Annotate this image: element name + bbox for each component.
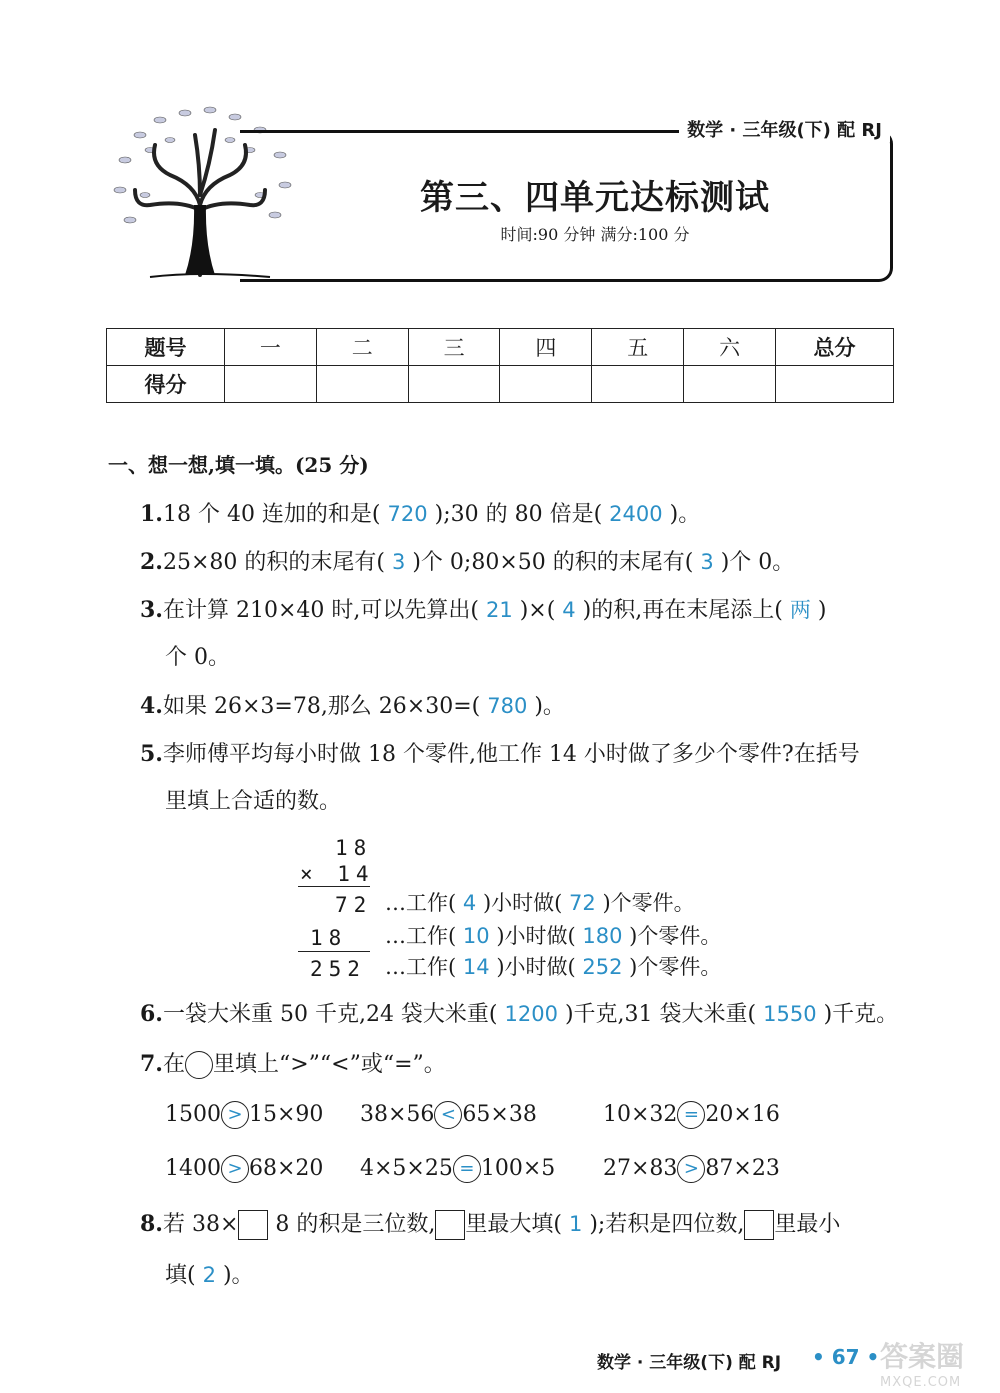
table-cell: 三 bbox=[408, 329, 500, 366]
question-text: ) bbox=[817, 598, 827, 623]
question-4 bbox=[140, 695, 565, 718]
question-number: 3. bbox=[140, 597, 163, 623]
question-number: 7. bbox=[140, 1051, 163, 1077]
answer: 14 bbox=[462, 955, 490, 979]
compare-left: 1500 bbox=[165, 1102, 221, 1127]
answer: 720 bbox=[387, 502, 428, 526]
question-text: )个 0;80×50 的积的末尾有( bbox=[412, 550, 694, 575]
question-3-line2: 个 0。 bbox=[165, 645, 230, 670]
compare-sign: > bbox=[221, 1155, 249, 1183]
answer: 180 bbox=[582, 924, 623, 948]
page-title: 第三、四单元达标测试 bbox=[420, 178, 770, 218]
question-1 bbox=[140, 503, 700, 526]
question-text: 李师傅平均每小时做 18 个零件,他工作 14 小时做了多少个零件?在括号 bbox=[162, 742, 860, 767]
answer: 3 bbox=[391, 550, 406, 574]
table-cell: 四 bbox=[500, 329, 592, 366]
question-text: )小时做( bbox=[482, 891, 563, 915]
answer: 两 bbox=[789, 598, 811, 622]
table-cell: 五 bbox=[592, 329, 684, 366]
compare-left: 1400 bbox=[165, 1156, 221, 1181]
answer: 21 bbox=[485, 598, 513, 622]
compare-item bbox=[165, 1101, 323, 1129]
question-number: 1. bbox=[140, 501, 163, 527]
question-number: 2. bbox=[140, 549, 163, 575]
score-cell[interactable] bbox=[225, 366, 317, 403]
score-cell[interactable] bbox=[776, 366, 894, 403]
answer: 252 bbox=[582, 955, 623, 979]
table-cell: 六 bbox=[684, 329, 776, 366]
section-heading: 一、想一想,填一填。(25 分) bbox=[108, 453, 369, 477]
question-3 bbox=[140, 599, 826, 622]
compare-left: 38×56 bbox=[360, 1102, 435, 1127]
question-number: 5. bbox=[140, 741, 163, 767]
compare-right: 68×20 bbox=[249, 1156, 324, 1181]
question-text: …工作( bbox=[385, 924, 457, 948]
question-text: 填( bbox=[165, 1263, 196, 1288]
question-text: )小时做( bbox=[496, 924, 576, 948]
table-cell: 一 bbox=[225, 329, 317, 366]
question-text: …工作( bbox=[385, 955, 457, 979]
question-text: 在 bbox=[162, 1052, 185, 1077]
page-number: • 67 • bbox=[812, 1345, 880, 1369]
compare-sign: < bbox=[434, 1101, 462, 1129]
question-6 bbox=[140, 1003, 898, 1026]
compare-right: 65×38 bbox=[462, 1102, 537, 1127]
score-cell[interactable] bbox=[500, 366, 592, 403]
compare-item bbox=[603, 1101, 780, 1129]
compare-sign: = bbox=[453, 1155, 481, 1183]
header-tag: 数学 · 三年级(下) 配 RJ bbox=[679, 116, 890, 142]
score-cell[interactable] bbox=[684, 366, 776, 403]
question-text: …工作( bbox=[385, 891, 457, 915]
question-text: )。 bbox=[222, 1263, 254, 1288]
answer: 4 bbox=[462, 891, 477, 915]
compare-item bbox=[603, 1155, 780, 1183]
calc-multiplier: × 14 bbox=[300, 862, 375, 886]
footer-text: 数学 · 三年级(下) 配 RJ bbox=[597, 1353, 782, 1373]
answer: 10 bbox=[462, 924, 490, 948]
page-number-value: 67 bbox=[831, 1345, 860, 1369]
question-8-line2 bbox=[165, 1265, 254, 1287]
question-text: )。 bbox=[534, 694, 565, 719]
question-text: )个零件。 bbox=[602, 891, 695, 915]
question-8 bbox=[140, 1210, 840, 1240]
score-table-header-row bbox=[107, 329, 894, 366]
page-subtitle: 时间:90 分钟 满分:100 分 bbox=[500, 225, 690, 244]
question-text: 里最大填( bbox=[465, 1212, 562, 1237]
answer: 4 bbox=[562, 598, 576, 622]
compare-left: 10×32 bbox=[603, 1102, 678, 1127]
calc-line bbox=[298, 951, 370, 952]
compare-item bbox=[360, 1155, 555, 1183]
watermark-text: 答案圈 bbox=[880, 1340, 965, 1373]
question-text: )。 bbox=[669, 502, 701, 527]
square-blank-icon bbox=[435, 1210, 465, 1240]
calc-line bbox=[298, 886, 370, 887]
compare-right: 100×5 bbox=[480, 1156, 556, 1181]
question-text: )小时做( bbox=[496, 955, 576, 979]
answer: 780 bbox=[487, 694, 528, 718]
answer: 1550 bbox=[763, 1002, 817, 1026]
calc-top: 18 bbox=[335, 836, 373, 860]
question-text: 一袋大米重 50 千克,24 袋大米重( bbox=[162, 1002, 498, 1027]
score-cell[interactable] bbox=[316, 366, 408, 403]
watermark-url: MXQE.COM bbox=[880, 1375, 962, 1390]
question-text: )的积,再在末尾添上( bbox=[582, 598, 783, 623]
question-text: 若 38× bbox=[162, 1212, 239, 1237]
question-5-line2: 里填上合适的数。 bbox=[165, 789, 342, 814]
calc-result: 252 bbox=[310, 957, 366, 981]
calc-row bbox=[385, 926, 721, 947]
question-text: 25×80 的积的末尾有( bbox=[162, 550, 385, 575]
compare-item bbox=[360, 1101, 537, 1129]
table-cell: 二 bbox=[316, 329, 408, 366]
compare-item bbox=[165, 1155, 323, 1183]
question-text: 如果 26×3=78,那么 26×30=( bbox=[162, 694, 481, 719]
compare-sign: = bbox=[677, 1101, 705, 1129]
calc-row bbox=[385, 893, 695, 914]
question-text: 在计算 210×40 时,可以先算出( bbox=[162, 598, 479, 623]
square-blank-icon bbox=[238, 1210, 268, 1240]
calc-partial-2: 18 bbox=[310, 926, 348, 950]
question-text: );若积是四位数, bbox=[589, 1212, 745, 1237]
question-text: 里填上“>”“<”或“=”。 bbox=[212, 1052, 446, 1077]
circle-blank-icon bbox=[185, 1051, 213, 1079]
question-text: )×( bbox=[519, 598, 556, 623]
question-text: )千克。 bbox=[823, 1002, 899, 1027]
compare-left: 4×5×25 bbox=[360, 1156, 453, 1181]
answer: 1 bbox=[568, 1212, 583, 1236]
answer: 1200 bbox=[504, 1002, 558, 1026]
answer: 3 bbox=[700, 550, 714, 574]
question-7 bbox=[140, 1051, 446, 1079]
score-cell[interactable] bbox=[592, 366, 684, 403]
table-cell: 总分 bbox=[776, 329, 894, 366]
question-5 bbox=[140, 743, 860, 766]
question-number: 6. bbox=[140, 1001, 163, 1027]
answer: 2 bbox=[202, 1263, 216, 1287]
calc-partial-1: 72 bbox=[335, 893, 373, 917]
question-number: 8. bbox=[140, 1211, 163, 1237]
table-cell: 得分 bbox=[107, 366, 225, 403]
compare-right: 15×90 bbox=[249, 1102, 324, 1127]
question-text: )个 0。 bbox=[720, 550, 795, 575]
answer: 2400 bbox=[609, 502, 663, 526]
compare-right: 20×16 bbox=[705, 1102, 780, 1127]
square-blank-icon bbox=[744, 1210, 774, 1240]
answer: 72 bbox=[569, 891, 596, 915]
calc-row bbox=[385, 957, 721, 978]
question-text: )个零件。 bbox=[629, 955, 722, 979]
compare-sign: > bbox=[677, 1155, 705, 1183]
question-text: 8 的积是三位数, bbox=[275, 1212, 436, 1237]
score-cell[interactable] bbox=[408, 366, 500, 403]
score-table-score-row bbox=[107, 366, 894, 403]
question-text: 里最小 bbox=[774, 1212, 841, 1237]
question-text: );30 的 80 倍是( bbox=[434, 502, 603, 527]
question-2 bbox=[140, 551, 794, 574]
compare-sign: > bbox=[221, 1101, 249, 1129]
question-text: )个零件。 bbox=[629, 924, 722, 948]
compare-right: 87×23 bbox=[705, 1156, 780, 1181]
question-number: 4. bbox=[140, 693, 163, 719]
question-text: )千克,31 袋大米重( bbox=[564, 1002, 757, 1027]
compare-left: 27×83 bbox=[603, 1156, 678, 1181]
score-table bbox=[106, 328, 894, 403]
watermark bbox=[880, 1335, 964, 1390]
table-cell: 题号 bbox=[107, 329, 225, 366]
question-text: 18 个 40 连加的和是( bbox=[162, 502, 381, 527]
